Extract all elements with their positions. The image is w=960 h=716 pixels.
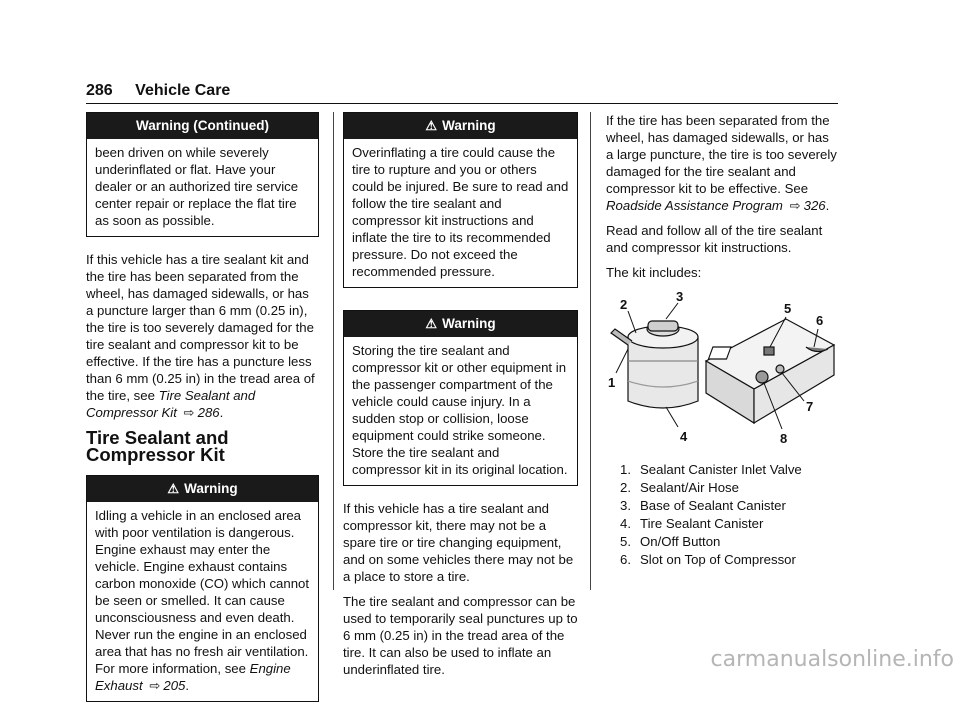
column-divider-right [590, 112, 591, 590]
warning-header [344, 113, 577, 139]
punctuation: . [185, 678, 190, 693]
callout-label: 3 [676, 289, 684, 304]
page-ref-arrow-icon: ⇨ [149, 678, 161, 693]
list-text: On/Off Button [640, 534, 721, 549]
cross-reference-link[interactable]: Roadside Assistance Program [606, 198, 783, 213]
warning-title: Warning [184, 481, 238, 496]
sealant-canister-drawing [611, 321, 698, 408]
section-title: Vehicle Care [135, 82, 231, 99]
warning-text: Storing the tire sealant and compressor kit or other equipment in the passenger compartment of the vehicle could cause injury. In a sudden stop or collision, loose equipment could strike someone. Store the tire sealant and compressor kit in its original location. [352, 343, 568, 477]
warning-header [87, 476, 318, 502]
warning-triangle-icon: ⚠ [425, 118, 438, 133]
warning-text: been driven on while severely underinflated or flat. Have your dealer or an authorized tire service center repair or replace the flat tire as soon as possible. [95, 145, 299, 228]
callout-label: 7 [806, 399, 814, 414]
warning-text: Overinflating a tire could cause the tire to rupture and you or others could be injured. Be sure to read and follow the tire sealant and compressor kit instructions and inflate the tire to its recommended pressure. Do not exceed the recommended pressure. [352, 145, 569, 279]
warning-triangle-icon: ⚠ [425, 316, 438, 331]
column-divider-left [333, 112, 334, 590]
callout-label: 1 [608, 375, 616, 390]
list-item [620, 461, 838, 478]
callout-label: 5 [784, 301, 792, 316]
list-number: 1. [620, 462, 631, 477]
warning-box-continued [86, 112, 319, 237]
list-item [620, 551, 838, 568]
tire-sealant-kit-illustration [606, 289, 856, 449]
warning-title: Warning [442, 316, 496, 331]
right-column [606, 112, 838, 569]
paragraph: The kit includes: [606, 265, 702, 280]
warning-triangle-icon: ⚠ [167, 481, 180, 496]
warning-box-storing [343, 310, 578, 486]
page-reference[interactable]: 286 [197, 405, 220, 420]
paragraph-text: If the tire has been separated from the wheel, has damaged sidewalls, or has a large puncture, the tire is too severely damaged for the tire sealant and compressor kit to be effective. See [606, 113, 837, 196]
left-column [86, 112, 319, 716]
page-ref-arrow-icon: ⇨ [789, 198, 801, 213]
paragraph: The tire sealant and compressor can be used to temporarily seal punctures up to 6 mm (0.25 in) in the tread area of the tire. It can also be used to inflate an underinflated tire. [343, 594, 578, 677]
list-text: Sealant/Air Hose [640, 480, 739, 495]
list-number: 2. [620, 480, 631, 495]
list-item [620, 479, 838, 496]
list-item [620, 515, 838, 532]
warning-header [344, 311, 577, 337]
list-item [620, 533, 838, 550]
list-number: 6. [620, 552, 631, 567]
callout-label: 8 [780, 431, 788, 446]
warning-box-exhaust [86, 475, 319, 702]
warning-body-text: Idling a vehicle in an enclosed area with poor ventilation is dangerous. Engine exhaust may enter the vehicle. Engine exhaust contains carbon monoxide (CO) which cannot be seen or smelled. It can cause unconsciousness and even death. Never run the engine in an enclosed area that has no fresh air ventilation. For more information, see [95, 508, 310, 676]
watermark: carmanualsonline.info [710, 647, 954, 672]
callout-label: 4 [680, 429, 688, 444]
list-text: Slot on Top of Compressor [640, 552, 796, 567]
punctuation: . [825, 198, 830, 213]
paragraph-text: If this vehicle has a tire sealant kit and the tire has been separated from the wheel, has damaged sidewalls, or has a puncture larger than 6 mm (0.25 in), the tire is too severely damaged for the tire sealant and compressor kit to be effective. If the tire has a puncture less than 6 mm (0.25 in) in the tread area of the tire, see [86, 252, 315, 403]
list-item [620, 497, 838, 514]
callout-label: 6 [816, 313, 824, 328]
list-number: 4. [620, 516, 631, 531]
kit-drawing [606, 289, 856, 449]
section-heading: Tire Sealant and Compressor Kit [86, 427, 229, 465]
warning-title: Warning (Continued) [87, 113, 318, 139]
list-text: Sealant Canister Inlet Valve [640, 462, 802, 477]
compressor-drawing [706, 319, 834, 423]
list-text: Base of Sealant Canister [640, 498, 786, 513]
list-number: 5. [620, 534, 631, 549]
page-reference[interactable]: 205 [163, 678, 186, 693]
cross-reference-link[interactable]: Engine Exhaust [95, 661, 291, 693]
warning-text [87, 502, 318, 701]
kit-parts-list [620, 461, 838, 568]
header-rule [86, 103, 838, 104]
paragraph [606, 112, 838, 214]
warning-title: Warning [442, 118, 496, 133]
list-text: Tire Sealant Canister [640, 516, 764, 531]
list-number: 3. [620, 498, 631, 513]
callout-label: 2 [620, 297, 628, 312]
page-ref-arrow-icon: ⇨ [183, 405, 195, 420]
punctuation: . [219, 405, 224, 420]
paragraph [86, 251, 319, 421]
cross-reference-link[interactable]: Tire Sealant and Compressor Kit [86, 388, 256, 420]
page-number: 286 [86, 82, 113, 99]
paragraph: Read and follow all of the tire sealant and compressor kit instructions. [606, 223, 823, 255]
running-header [86, 82, 230, 100]
middle-column [343, 112, 578, 686]
warning-box-overinflating [343, 112, 578, 288]
page-reference[interactable]: 326 [803, 198, 826, 213]
paragraph: If this vehicle has a tire sealant and compressor kit, there may not be a spare tire or tire changing equipment, and on some vehicles there may not be a place to store a tire. [343, 501, 574, 584]
